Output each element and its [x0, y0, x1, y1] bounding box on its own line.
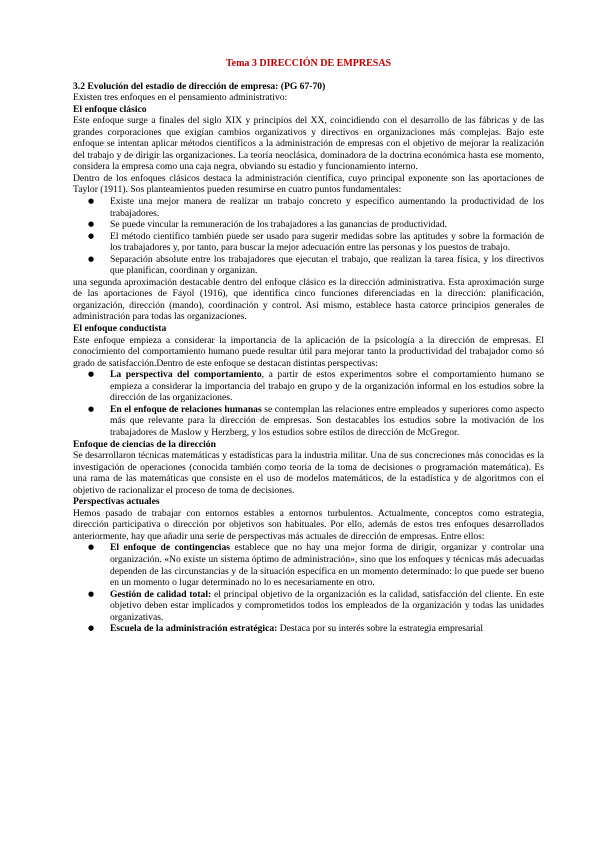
- bullet-text: , a partir de estos experimentos sobre el comportamiento humano se empieza a considerar la importancia del trabajo en grupo y de la organización informal en los estudios sobre la dirección de las organizaciones.: [110, 369, 544, 404]
- classic-paragraph-2: Dentro de los enfoques clásicos destaca la administración científica, cuyo principal exponente son las aportaciones de Taylor (1911). Sos planteamientos pueden resumirse en cuatro puntos fundamentales:: [73, 172, 544, 196]
- management-science-heading: Enfoque de ciencias de la dirección: [73, 438, 216, 450]
- list-item: ● El método científico también puede ser usado para sugerir medidas sobre las aptitudes y sobre la formación de los trabajadores y, por tanto, para buscar la mejor adecuación entre las personas y los puestos de trabajo.: [110, 231, 544, 254]
- bullet-text: Destaca por su interés sobre la estrategia empresarial: [277, 623, 483, 635]
- behavioral-paragraph-1: Este enfoque empieza a considerar la importancia de la aplicación de la psicología a la dirección de empresas. El conocimiento del comportamiento humano puede resultar útil para mejorar tanto la productividad del trabajador como só grado de satisfacción.Dentro de este enfoque se destacan distintas perspectivas:: [73, 334, 544, 369]
- list-item: [110, 404, 544, 439]
- intro-text: Existen tres enfoques en el pensamiento administrativo:: [73, 92, 288, 104]
- classic-bullet-list: [73, 196, 544, 277]
- bullet-term: Escuela de la administración estratégica:: [110, 623, 278, 635]
- bullet-text: establece que no hay una mejor forma de dirigir, organizar y controlar una organización. «No existe un sistema óptimo de administración», sino que los enfoques y técnicas más adecuadas dependen de las circunstancias y de la situación específica en un momento determinado: lo que puede ser bueno en un momento o lugar determinado no lo es necesariamente en otro.: [110, 542, 544, 589]
- list-item: [110, 589, 544, 624]
- behavioral-heading: El enfoque conductista: [73, 323, 167, 335]
- behavioral-bullet-list: [73, 369, 544, 438]
- list-item: [110, 542, 544, 588]
- list-item: [110, 369, 544, 404]
- bullet-text: se contemplan las relaciones entre empleados y superiores como aspecto más que relevante para la dirección de empresas. Son destacables los estudios sobre la motivación de los trabajadores de Maslow y Herzberg, y los estudios sobre estilos de dirección de McGregor.: [110, 403, 545, 438]
- bullet-term: El enfoque de contingencias: [110, 542, 230, 554]
- current-heading: Perspectivas actuales: [73, 496, 160, 508]
- bullet-term: En el enfoque de relaciones humanas: [110, 403, 262, 415]
- management-science-paragraph: Se desarrollaron técnicas matemáticas y estadísticas para la industria militar. Una de sus concreciones más conocidas es la investigación de operaciones (conocida también como teoría de la toma de decisiones o programación matemática). Es una rama de las matemáticas que consiste en el uso de modelos matemáticos, de la estadística y de algoritmos con el objetivo de racionalizar el proceso de toma de decisiones.: [73, 450, 544, 496]
- current-paragraph: Hemos pasado de trabajar con entornos estables a entornos turbulentos. Actualmente, conceptos como estrategia, dirección participativa o dirección por objetivos son habituales. Por ello, además de estos tres enfoques desarrollados anteriormente, hay que añadir una serie de perspectivas más actuales de dirección de empresas. Entre ellos:: [73, 507, 544, 542]
- list-item: ● Existe una mejor manera de realizar un trabajo concreto y específico aumentando la productividad de los trabajadores.: [110, 196, 544, 219]
- bullet-term: Gestión de calidad total:: [110, 588, 212, 600]
- classic-paragraph-3: una segunda aproximación destacable dentro del enfoque clásico es la dirección administrativa. Esta aproximación surge de las aportaciones de Fayol (1916), que identifica cinco funciones diferenciadas en la dirección: planificación, organización, dirección (mando), coordinación y control. Así mismo, establece hasta catorce principios generales de administración para todas las organizaciones.: [73, 276, 544, 323]
- document-title: Tema 3 DIRECCIÓN DE EMPRESAS: [225, 58, 392, 69]
- classic-heading: El enfoque clásico: [73, 103, 147, 115]
- section-heading: 3.2 Evolución del estadio de dirección de empresa: (PG 67-70): [73, 80, 326, 92]
- current-bullet-list: [73, 542, 544, 634]
- document-page: [73, 58, 544, 635]
- list-item: ● Separación absolute entre los trabajadores que ejecutan el trabajo, que realizan la tarea física, y los directivos que planifican, coordinan y organizan.: [110, 254, 544, 277]
- list-item: [110, 623, 544, 635]
- bullet-term: La perspectiva del comportamiento: [110, 369, 262, 381]
- classic-paragraph-1: Este enfoque surge a finales del siglo XIX y principios del XX, coincidiendo con el desarrollo de las fábricas y de las grandes corporaciones que exigían cambios organizativos y directivos en organizaciones más complejas. Bajo este enfoque se intentan aplicar métodos científicos a la administración de empresas con el objetivo de mejorar la realización del trabajo y de dirigir las organizaciones. La teoría neoclásica, dominadora de la doctrina económica hasta ese momento, considera la empresa como una caja negra, obviando su estadio y funcionamiento interno.: [73, 115, 544, 173]
- bullet-text: el principal objetivo de la organización es la calidad, satisfacción del cliente. En este objetivo deben estar implicados y comprometidos todos los empleados de la organización y todas las unidades organizativas.: [110, 588, 545, 623]
- list-item: ● Se puede vincular la remuneración de los trabajadores a las ganancias de productividad.: [110, 219, 544, 231]
